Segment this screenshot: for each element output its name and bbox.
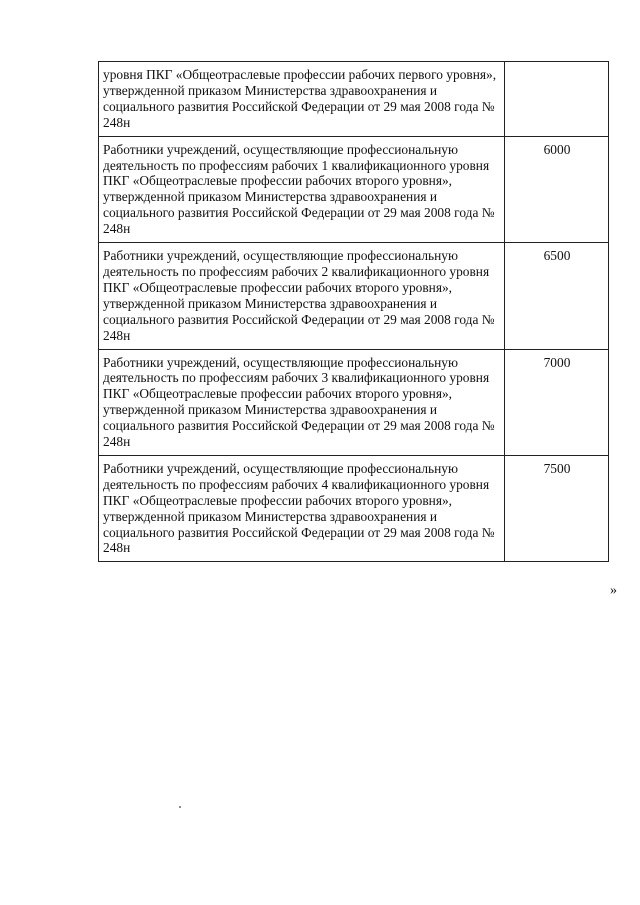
scan-speck	[179, 806, 181, 808]
table-row	[99, 349, 609, 455]
salary-amount: 6500	[505, 243, 609, 349]
salary-amount: 6000	[505, 136, 609, 242]
table-row	[99, 136, 609, 242]
closing-quote-mark: »	[610, 583, 617, 598]
position-description: Работники учреждений, осуществляющие профессиональную деятельность по профессиям рабочих 3 квалификационного уровня ПКГ «Общеотраслевые профессии рабочих второго уровня», утвержденной приказом Министерства здравоохранения и социального развития Российской Федерации от 29 мая 2008 года № 248н	[99, 349, 505, 455]
salary-table	[98, 61, 609, 562]
salary-amount: 7000	[505, 349, 609, 455]
salary-amount: 7500	[505, 455, 609, 561]
salary-amount	[505, 62, 609, 137]
table-row	[99, 62, 609, 137]
position-description: Работники учреждений, осуществляющие профессиональную деятельность по профессиям рабочих 1 квалификационного уровня ПКГ «Общеотраслевые профессии рабочих второго уровня», утвержденной приказом Министерства здравоохранения и социального развития Российской Федерации от 29 мая 2008 года № 248н	[99, 136, 505, 242]
position-description: Работники учреждений, осуществляющие профессиональную деятельность по профессиям рабочих 4 квалификационного уровня ПКГ «Общеотраслевые профессии рабочих второго уровня», утвержденной приказом Министерства здравоохранения и социального развития Российской Федерации от 29 мая 2008 года № 248н	[99, 455, 505, 561]
position-description: Работники учреждений, осуществляющие профессиональную деятельность по профессиям рабочих 2 квалификационного уровня ПКГ «Общеотраслевые профессии рабочих второго уровня», утвержденной приказом Министерства здравоохранения и социального развития Российской Федерации от 29 мая 2008 года № 248н	[99, 243, 505, 349]
table-row	[99, 455, 609, 561]
table-row	[99, 243, 609, 349]
position-description: уровня ПКГ «Общеотраслевые профессии рабочих первого уровня», утвержденной приказом Министерства здравоохранения и социального развития Российской Федерации от 29 мая 2008 года № 248н	[99, 62, 505, 137]
